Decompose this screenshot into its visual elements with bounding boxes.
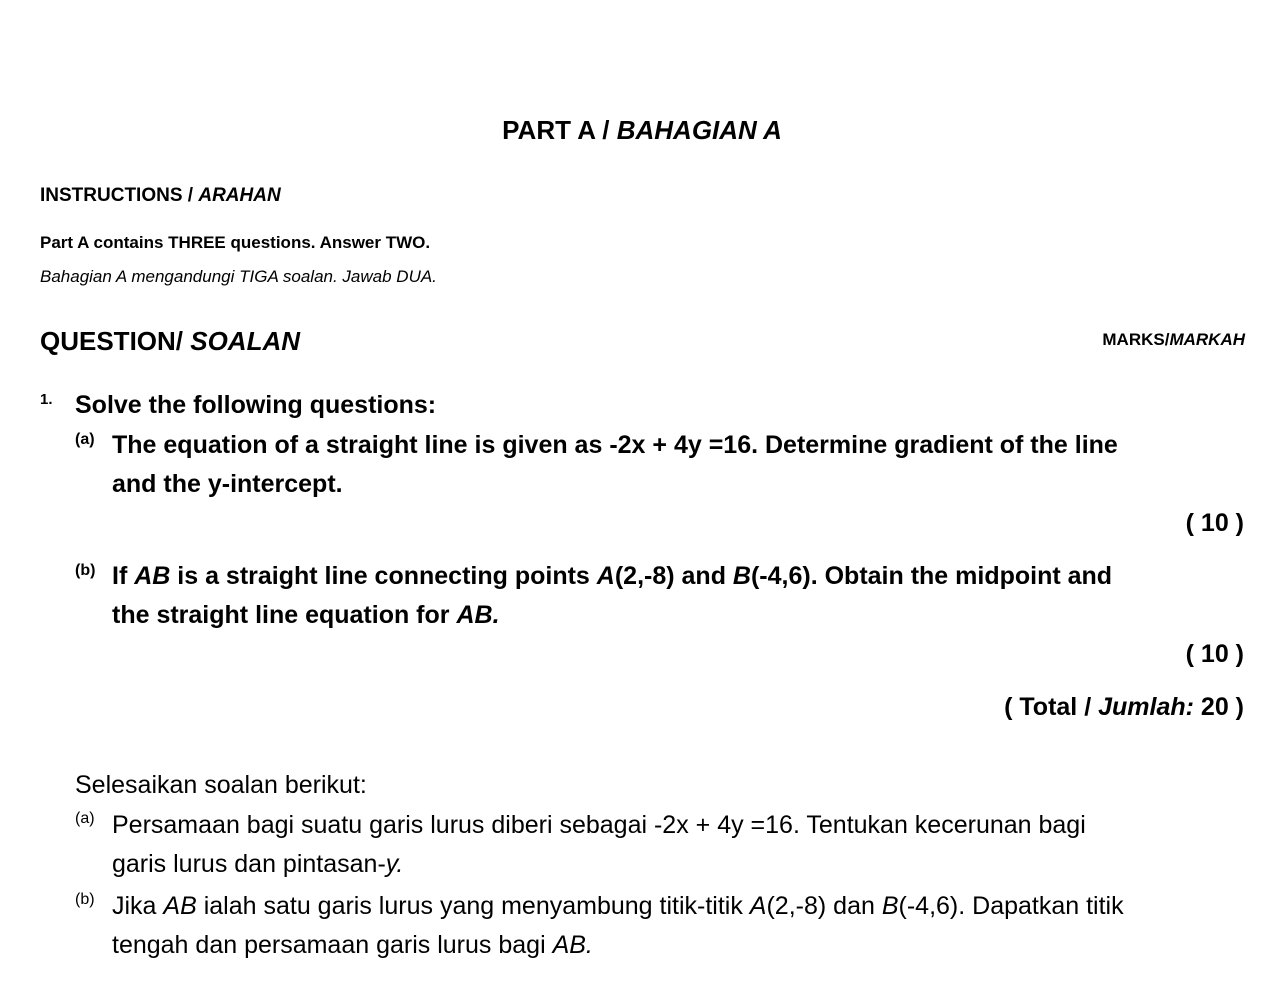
part-a-line-1: The equation of a straight line is given as -2x + 4y =16. Determine gradient of the line (112, 431, 1118, 459)
question-number: 1. (40, 391, 53, 408)
point-a: A (596, 562, 615, 590)
question-intro-english: Solve the following questions: (75, 391, 437, 419)
marks-heading (1102, 329, 1245, 351)
instruction-malay: Bahagian A mengandungi TIGA soalan. Jawab DUA. (40, 267, 437, 286)
segment-ab: AB. (552, 931, 593, 959)
point-b: B (881, 892, 899, 920)
instructions-heading-italic: ARAHAN (198, 185, 281, 206)
malay-part-b-label: (b) (75, 891, 95, 908)
malay-part-a-y: y. (385, 850, 404, 878)
segment-ab: AB (134, 562, 171, 590)
malay-part-a-line-1: Persamaan bagi suatu garis lurus diberi sebagai -2x + 4y =16. Tentukan kecerunan bagi (112, 811, 1086, 839)
part-b-label: (b) (75, 562, 96, 579)
question-heading (40, 324, 300, 358)
part-title (0, 113, 1284, 147)
part-a-marks: ( 10 ) (1185, 509, 1244, 537)
part-b-line-1 (112, 560, 1112, 592)
total-marks-close: 20 ) (1193, 693, 1244, 721)
segment-ab: AB (163, 892, 197, 920)
part-b-text: If (112, 562, 135, 590)
instructions-heading-main: INSTRUCTIONS / (40, 185, 199, 206)
malay-part-b-line-2 (112, 929, 593, 961)
malay-part-b-text: Jika (112, 892, 164, 920)
malay-part-b-text: (2,-8) dan (766, 892, 882, 920)
part-a-label: (a) (75, 431, 95, 448)
malay-part-b-text: (-4,6). Dapatkan titik (898, 892, 1124, 920)
question-heading-main: QUESTION/ (40, 326, 184, 356)
total-marks-italic: Jumlah: (1098, 693, 1194, 721)
segment-ab: AB. (456, 601, 500, 629)
instruction-english: Part A contains THREE questions. Answer TWO. (40, 233, 431, 252)
malay-part-b-text: tengah dan persamaan garis lurus bagi (112, 931, 553, 959)
part-b-line-2 (112, 599, 500, 631)
instructions-heading (40, 184, 281, 208)
part-b-text: (2,-8) and (614, 562, 733, 590)
marks-heading-italic: MARKAH (1169, 330, 1245, 349)
malay-part-b-text: ialah satu garis lurus yang menyambung titik-titik (196, 892, 750, 920)
part-a-line-2: and the y-intercept. (112, 470, 343, 498)
total-marks-open: ( Total / (1004, 693, 1099, 721)
malay-part-a-line-2 (112, 848, 403, 880)
part-title-italic: BAHAGIAN A (616, 115, 782, 145)
part-b-marks: ( 10 ) (1185, 640, 1244, 668)
part-b-text: is a straight line connecting points (170, 562, 597, 590)
part-b-text: the straight line equation for (112, 601, 457, 629)
malay-part-a-text: garis lurus dan pintasan- (112, 850, 386, 878)
point-a: A (749, 892, 767, 920)
question-heading-italic: SOALAN (183, 326, 301, 356)
part-b-text: (-4,6). Obtain the midpoint and (750, 562, 1113, 590)
malay-part-b-line-1 (112, 890, 1124, 922)
point-b: B (732, 562, 751, 590)
total-marks (1004, 691, 1244, 723)
malay-part-a-label: (a) (75, 810, 95, 827)
part-title-main: PART A / (502, 115, 617, 145)
marks-heading-main: MARKS/ (1102, 330, 1170, 349)
question-intro-malay: Selesaikan soalan berikut: (75, 771, 367, 799)
